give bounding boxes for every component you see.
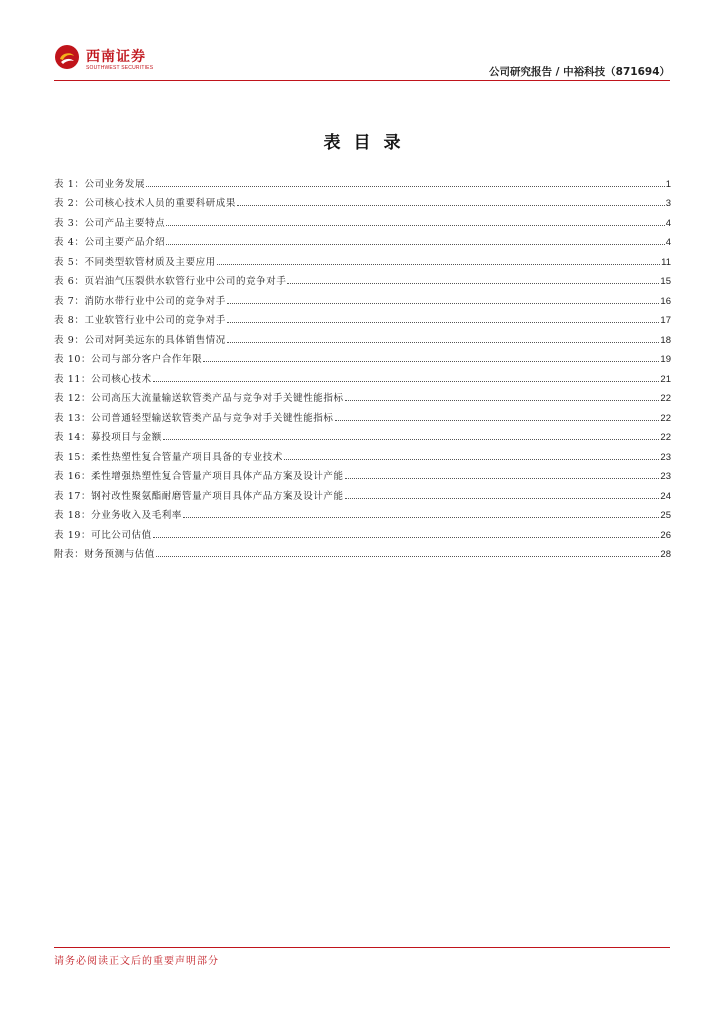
toc-entry-label: 表 18：分业务收入及毛利率 (54, 510, 183, 521)
toc-leader-dots (203, 361, 659, 362)
toc-entry-page: 23 (660, 471, 671, 482)
toc-entry-label: 表 11：公司核心技术 (54, 373, 152, 385)
toc-entry-label: 表 1：公司业务发展 (54, 178, 146, 190)
toc-entry-label: 表 10：公司与部分客户合作年限 (54, 354, 203, 365)
toc-entry-page: 26 (660, 529, 671, 541)
toc-leader-dots (237, 205, 665, 206)
toc-entry[interactable] (54, 326, 671, 346)
toc-entry[interactable] (54, 209, 671, 229)
toc-leader-dots (227, 322, 660, 323)
toc-leader-dots (153, 537, 660, 538)
toc-entry[interactable] (54, 404, 671, 424)
toc-entry-label: 表 6：页岩油气压裂供水软管行业中公司的竞争对手 (54, 276, 287, 287)
toc-entry[interactable] (54, 229, 671, 249)
toc-entry-page: 24 (660, 490, 671, 502)
toc-entry-page: 22 (660, 432, 671, 443)
logo-mark-icon (54, 44, 80, 70)
toc-entry-label: 表 16：柔性增强热塑性复合管量产项目具体产品方案及设计产能 (54, 471, 344, 482)
toc-entry-label: 表 3：公司产品主要特点 (54, 217, 166, 229)
toc-entry[interactable] (54, 443, 671, 463)
toc-leader-dots (156, 556, 659, 557)
toc-entry-page: 3 (665, 198, 671, 209)
toc-leader-dots (227, 303, 660, 304)
toc-leader-dots (183, 517, 659, 518)
toc-entry-label: 附表：财务预测与估值 (54, 549, 156, 560)
toc-entry[interactable] (54, 385, 671, 405)
toc-entry-label: 表 19：可比公司估值 (54, 529, 152, 541)
toc-entry[interactable] (54, 424, 671, 444)
toc-entry-page: 21 (660, 373, 671, 385)
toc-entry-page: 4 (665, 237, 671, 248)
toc-leader-dots (227, 342, 660, 343)
toc-title: 表目录 (323, 133, 414, 153)
toc-entry-page: 16 (660, 295, 671, 307)
toc-entry-page: 22 (660, 412, 671, 424)
footer-notice: 请务必阅读正文后的重要声明部分 (54, 956, 219, 967)
toc-entry-label: 表 12：公司高压大流量输送软管类产品与竞争对手关键性能指标 (54, 393, 344, 404)
toc-leader-dots (146, 186, 665, 187)
toc-entry[interactable] (54, 287, 671, 307)
toc-entry-page: 25 (660, 510, 671, 521)
toc-entry[interactable] (54, 248, 671, 268)
toc-leader-dots (217, 264, 660, 265)
company-logo (54, 44, 214, 76)
toc-leader-dots (163, 439, 660, 440)
toc-leader-dots (345, 478, 660, 479)
toc-entry[interactable] (54, 463, 671, 483)
toc-entry-label: 表 8：工业软管行业中公司的竞争对手 (54, 315, 226, 326)
toc-entry-page: 11 (661, 256, 671, 268)
toc-entry[interactable] (54, 541, 671, 561)
toc-entry-page: 23 (660, 451, 671, 463)
toc-leader-dots (335, 420, 660, 421)
table-of-contents (54, 170, 671, 560)
toc-entry-page: 22 (660, 393, 671, 404)
toc-entry[interactable] (54, 346, 671, 366)
toc-entry[interactable] (54, 482, 671, 502)
logo-chinese-name: 西南证券 (86, 49, 146, 65)
toc-entry-label: 表 17：钢衬改性聚氨酯耐磨管量产项目具体产品方案及设计产能 (54, 490, 344, 502)
toc-leader-dots (166, 225, 664, 226)
toc-leader-dots (287, 283, 659, 284)
toc-entry-page: 19 (660, 354, 671, 365)
report-info: 公司研究报告 / 中裕科技（871694） (489, 66, 670, 78)
toc-entry[interactable] (54, 521, 671, 541)
toc-entry-page: 1 (665, 178, 671, 190)
toc-entry-label: 表 5：不同类型软管材质及主要应用 (54, 256, 216, 268)
footer-divider (54, 947, 670, 948)
page-header (0, 0, 724, 84)
toc-entry-label: 表 13：公司普通轻型输送软管类产品与竞争对手关键性能指标 (54, 412, 334, 424)
toc-entry[interactable] (54, 365, 671, 385)
toc-entry-label: 表 7：消防水带行业中公司的竞争对手 (54, 295, 226, 307)
toc-leader-dots (345, 498, 660, 499)
toc-entry[interactable] (54, 502, 671, 522)
header-divider (54, 80, 670, 81)
toc-entry-page: 17 (660, 315, 671, 326)
toc-entry[interactable] (54, 190, 671, 210)
toc-entry-label: 表 14：募投项目与金额 (54, 432, 162, 443)
toc-entry-label: 表 9：公司对阿美远东的具体销售情况 (54, 334, 226, 346)
toc-entry-page: 15 (660, 276, 671, 287)
toc-entry-page: 18 (660, 334, 671, 346)
toc-entry-page: 28 (660, 549, 671, 560)
toc-entry-label: 表 2：公司核心技术人员的重要科研成果 (54, 198, 236, 209)
toc-leader-dots (153, 381, 660, 382)
toc-entry[interactable] (54, 307, 671, 327)
toc-entry-label: 表 15：柔性热塑性复合管量产项目具备的专业技术 (54, 451, 284, 463)
logo-english-name: SOUTHWEST SECURITIES (86, 65, 154, 71)
toc-leader-dots (166, 244, 664, 245)
toc-leader-dots (345, 400, 660, 401)
toc-leader-dots (284, 459, 659, 460)
toc-entry[interactable] (54, 170, 671, 190)
toc-entry[interactable] (54, 268, 671, 288)
toc-entry-page: 4 (665, 217, 671, 229)
toc-entry-label: 表 4：公司主要产品介绍 (54, 237, 166, 248)
